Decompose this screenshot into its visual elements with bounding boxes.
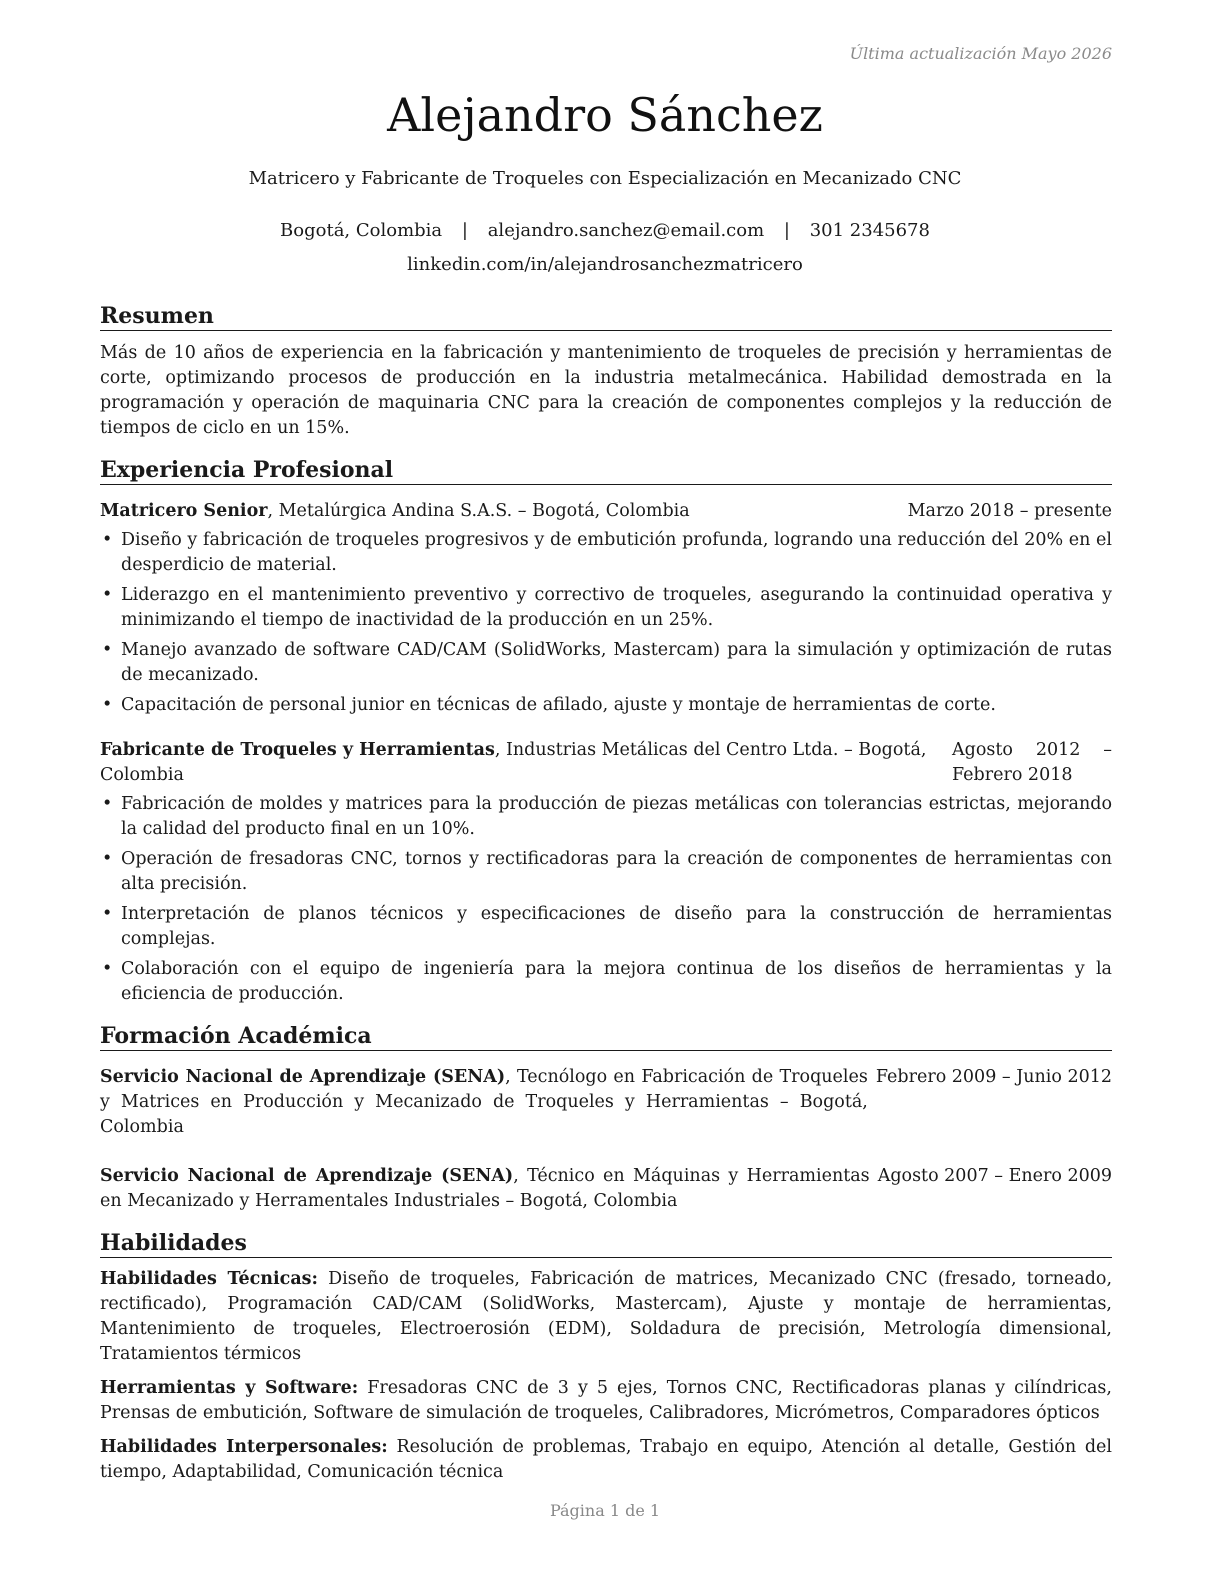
location: Bogotá, Colombia	[280, 220, 443, 241]
skill-group	[100, 1435, 1112, 1485]
list-item: • Diseño y fabricación de troqueles progresivos y de embutición profunda, logrando una reducción del 20% en el desperdicio de material.	[102, 530, 1112, 575]
skill-label: Herramientas y Software:	[100, 1378, 359, 1398]
skill-list: Diseño de troqueles, Fabricación de matrices, Mecanizado CNC (fresado, torneado, rectificado), Programación CAD/CAM (SolidWorks, Mastercam), Ajuste y montaje de herramientas, Mantenimiento de troqueles, Electroerosión (EDM), Soldadura de precisión, Metrología dimensional, Tratamientos térmicos	[100, 1269, 1113, 1364]
list-item: • Operación de fresadoras CNC, tornos y rectificadoras para la creación de componentes de herramientas con alta precisión.	[102, 849, 1112, 894]
job-role: Fabricante de Troqueles y Herramientas	[100, 740, 495, 760]
list-item: • Capacitación de personal junior en técnicas de afilado, ajuste y montaje de herramientas de corte.	[102, 695, 996, 715]
section-title-experience: Experiencia Profesional	[100, 457, 1112, 485]
institution: Servicio Nacional de Aprendizaje (SENA)	[100, 1166, 514, 1186]
job-company: , Metalúrgica Andina S.A.S. – Bogotá, Colombia	[267, 501, 690, 521]
job-header	[100, 499, 1112, 524]
degree: , Técnico en Máquinas y Herramientas en Mecanizado y Herramentales Industriales – Bogotá, Colombia	[100, 1166, 870, 1211]
email-link[interactable]: alejandro.sanchez@email.com	[487, 220, 765, 241]
section-title-skills: Habilidades	[100, 1230, 1112, 1258]
list-item: • Liderazgo en el mantenimiento preventivo y correctivo de troqueles, asegurando la continuidad operativa y minimizando el tiempo de inactividad de la producción en un 25%.	[102, 585, 1112, 630]
job-bullets	[100, 792, 1112, 1007]
phone: 301 2345678	[809, 220, 930, 241]
skill-label: Habilidades Interpersonales:	[100, 1437, 388, 1457]
resume-body	[100, 303, 1112, 1485]
job-entry	[100, 499, 1112, 718]
linkedin-link[interactable]: linkedin.com/in/alejandrosanchezmatricero	[407, 254, 803, 275]
list-item: • Colaboración con el equipo de ingeniería para la mejora continua de los diseños de herramientas y la eficiencia de producción.	[102, 959, 1112, 1004]
job-entry	[100, 738, 1112, 1007]
education-entry	[100, 1164, 1112, 1214]
degree: , Tecnólogo en Fabricación de Troqueles y Matrices en Producción y Mecanizado de Troqueles y Herramientas – Bogotá, Colombia	[100, 1067, 868, 1137]
skill-group	[100, 1267, 1112, 1367]
summary-text: Más de 10 años de experiencia en la fabricación y mantenimiento de troqueles de precisión y herramientas de corte, optimizando procesos de producción en la industria metalmecánica. Habilidad demostrada en la programación y operación de maquinaria CNC para la creación de componentes complejos y la reducción de tiempos de ciclo en un 15%.	[100, 343, 1112, 438]
job-company: , Industrias Metálicas del Centro Ltda. – Bogotá, Colombia	[100, 740, 927, 785]
section-title-education: Formación Académica	[100, 1023, 1112, 1051]
separator: |	[783, 220, 790, 241]
job-role: Matricero Senior	[100, 501, 268, 521]
skill-list: Fresadoras CNC de 3 y 5 ejes, Tornos CNC, Rectificadoras planas y cilíndricas, Prensas de embutición, Software de simulación de troqueles, Calibradores, Micrómetros, Comparadores ópticos	[100, 1378, 1112, 1423]
skill-list: Resolución de problemas, Trabajo en equipo, Atención al detalle, Gestión del tiempo, Adaptabilidad, Comunicación técnica	[100, 1437, 1112, 1482]
education-entry	[100, 1065, 1112, 1140]
skill-label: Habilidades Técnicas:	[100, 1269, 318, 1289]
separator: |	[461, 220, 468, 241]
job-bullets	[100, 528, 1112, 718]
job-dates: Agosto 2012 – Febrero 2018	[952, 740, 1112, 785]
education-dates: Febrero 2009 – Junio 2012	[875, 1067, 1112, 1087]
list-item: • Fabricación de moldes y matrices para la producción de piezas metálicas con tolerancias estrictas, mejorando la calidad del producto final en un 10%.	[102, 794, 1112, 839]
contact-info	[0, 220, 1210, 241]
section-title-summary: Resumen	[100, 303, 1112, 331]
page-number: Página 1 de 1	[549, 1501, 661, 1520]
list-item: • Manejo avanzado de software CAD/CAM (SolidWorks, Mastercam) para la simulación y optimización de rutas de mecanizado.	[102, 640, 1112, 685]
skill-group	[100, 1376, 1112, 1426]
last-updated: Última actualización Mayo 2026	[849, 44, 1112, 63]
job-header	[100, 738, 1112, 788]
list-item: • Interpretación de planos técnicos y especificaciones de diseño para la construcción de herramientas complejas.	[102, 904, 1112, 949]
education-dates: Agosto 2007 – Enero 2009	[877, 1166, 1112, 1186]
job-dates: Marzo 2018 – presente	[907, 501, 1112, 521]
institution: Servicio Nacional de Aprendizaje (SENA)	[100, 1067, 506, 1087]
candidate-name: Alejandro Sánchez	[387, 88, 823, 142]
professional-title: Matricero y Fabricante de Troqueles con Especialización en Mecanizado CNC	[248, 168, 962, 189]
